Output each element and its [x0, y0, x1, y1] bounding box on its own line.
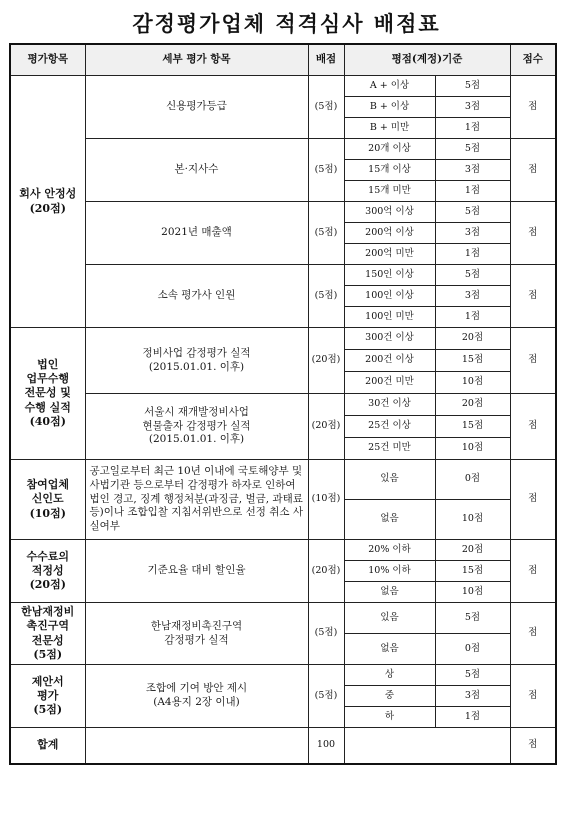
- criteria-condition: A + 이상: [344, 76, 435, 97]
- criteria-points: 15점: [435, 561, 510, 582]
- header-allocation: 배점: [308, 44, 344, 76]
- score-cell: 점: [510, 603, 556, 665]
- total-row: [10, 728, 556, 764]
- category-label: 법인 업무수행 전문성 및 수행 실적 (40점): [10, 328, 85, 460]
- criteria-condition: 15개 이상: [344, 160, 435, 181]
- criteria-condition: 20개 이상: [344, 139, 435, 160]
- criteria-condition: 20% 이하: [344, 540, 435, 561]
- page-title: 감정평가업체 적격심사 배점표: [132, 11, 441, 36]
- criteria-condition: 200억 미만: [344, 244, 435, 265]
- detail-item: 소속 평가사 인원: [85, 265, 308, 328]
- table-row: [10, 603, 556, 634]
- score-cell: 점: [510, 76, 556, 139]
- criteria-points: 1점: [435, 707, 510, 728]
- total-criteria-empty: [344, 728, 510, 764]
- detail-item: 본·지사수: [85, 139, 308, 202]
- category-label: 한남재정비 촉진구역 전문성 (5점): [10, 603, 85, 665]
- table-body: [10, 44, 556, 764]
- criteria-condition: 150인 이상: [344, 265, 435, 286]
- allocation-cell: (5점): [308, 665, 344, 728]
- criteria-points: 0점: [435, 634, 510, 665]
- scoring-table: [9, 43, 557, 765]
- criteria-condition: 상: [344, 665, 435, 686]
- criteria-condition: 없음: [344, 500, 435, 540]
- table-row: [10, 265, 556, 286]
- criteria-condition: 있음: [344, 603, 435, 634]
- criteria-points: 1점: [435, 307, 510, 328]
- criteria-points: 5점: [435, 76, 510, 97]
- criteria-points: 10점: [435, 438, 510, 460]
- detail-item: 기준요율 대비 할인율: [85, 540, 308, 603]
- allocation-cell: (20점): [308, 394, 344, 460]
- criteria-condition: 200억 이상: [344, 223, 435, 244]
- header-category: 평가항목: [10, 44, 85, 76]
- table-row: [10, 202, 556, 223]
- criteria-condition: 10% 이하: [344, 561, 435, 582]
- category-label: 수수료의 적정성 (20점): [10, 540, 85, 603]
- criteria-points: 20점: [435, 328, 510, 350]
- criteria-points: 3점: [435, 223, 510, 244]
- criteria-points: 15점: [435, 350, 510, 372]
- criteria-points: 20점: [435, 394, 510, 416]
- criteria-condition: 300건 이상: [344, 328, 435, 350]
- criteria-points: 5점: [435, 603, 510, 634]
- score-cell: 점: [510, 265, 556, 328]
- header-criteria: 평점(계정)기준: [344, 44, 510, 76]
- detail-item: 2021년 매출액: [85, 202, 308, 265]
- detail-item: 공고일로부터 최근 10년 이내에 국토해양부 및 사법기관 등으로부터 감정평가 하자로 인하여 법인 경고, 징계 행정처분(과징금, 벌금, 과태료 등)이나 조합입찰 지침서위반으로 선정 취소 사실여부: [85, 460, 308, 540]
- detail-item: 신용평가등급: [85, 76, 308, 139]
- total-allocation: 100: [308, 728, 344, 764]
- criteria-points: 10점: [435, 372, 510, 394]
- criteria-points: 1점: [435, 244, 510, 265]
- criteria-points: 5점: [435, 265, 510, 286]
- criteria-condition: B + 미만: [344, 118, 435, 139]
- criteria-points: 5점: [435, 139, 510, 160]
- total-detail-empty: [85, 728, 308, 764]
- category-label: 회사 안정성 (20점): [10, 76, 85, 328]
- allocation-cell: (5점): [308, 76, 344, 139]
- allocation-cell: (20점): [308, 328, 344, 394]
- criteria-condition: 200건 이상: [344, 350, 435, 372]
- table-row: [10, 665, 556, 686]
- allocation-cell: (5점): [308, 603, 344, 665]
- total-score-cell: 점: [510, 728, 556, 764]
- criteria-condition: 30건 이상: [344, 394, 435, 416]
- table-row: [10, 76, 556, 97]
- category-label: 제안서 평가 (5점): [10, 665, 85, 728]
- header-score: 점수: [510, 44, 556, 76]
- criteria-condition: 200건 미만: [344, 372, 435, 394]
- criteria-points: 10점: [435, 582, 510, 603]
- header-detail: 세부 평가 항목: [85, 44, 308, 76]
- allocation-cell: (10점): [308, 460, 344, 540]
- criteria-condition: 중: [344, 686, 435, 707]
- total-label: 합계: [10, 728, 85, 764]
- criteria-points: 3점: [435, 97, 510, 118]
- criteria-points: 3점: [435, 160, 510, 181]
- table-row: [10, 540, 556, 561]
- allocation-cell: (20점): [308, 540, 344, 603]
- table-row: [10, 394, 556, 416]
- criteria-condition: 25건 이상: [344, 416, 435, 438]
- allocation-cell: (5점): [308, 265, 344, 328]
- criteria-points: 0점: [435, 460, 510, 500]
- score-cell: 점: [510, 139, 556, 202]
- criteria-condition: 없음: [344, 582, 435, 603]
- criteria-points: 5점: [435, 665, 510, 686]
- table-row: [10, 460, 556, 500]
- detail-item: 조합에 기여 방안 제시 (A4용지 2장 이내): [85, 665, 308, 728]
- header-row: [10, 44, 556, 76]
- criteria-condition: 없음: [344, 634, 435, 665]
- criteria-condition: B + 이상: [344, 97, 435, 118]
- criteria-condition: 15개 미만: [344, 181, 435, 202]
- criteria-condition: 100인 이상: [344, 286, 435, 307]
- allocation-cell: (5점): [308, 202, 344, 265]
- table-row: [10, 328, 556, 350]
- criteria-points: 3점: [435, 286, 510, 307]
- criteria-points: 1점: [435, 118, 510, 139]
- score-cell: 점: [510, 394, 556, 460]
- criteria-condition: 하: [344, 707, 435, 728]
- criteria-points: 3점: [435, 686, 510, 707]
- criteria-points: 15점: [435, 416, 510, 438]
- detail-item: 한남재정비촉진구역 감정평가 실적: [85, 603, 308, 665]
- criteria-points: 5점: [435, 202, 510, 223]
- criteria-condition: 있음: [344, 460, 435, 500]
- score-cell: 점: [510, 202, 556, 265]
- criteria-condition: 100인 미만: [344, 307, 435, 328]
- criteria-condition: 300억 이상: [344, 202, 435, 223]
- score-cell: 점: [510, 460, 556, 540]
- allocation-cell: (5점): [308, 139, 344, 202]
- category-label: 참여업체 신인도 (10점): [10, 460, 85, 540]
- table-row: [10, 139, 556, 160]
- score-cell: 점: [510, 328, 556, 394]
- criteria-points: 1점: [435, 181, 510, 202]
- criteria-points: 10점: [435, 500, 510, 540]
- score-cell: 점: [510, 540, 556, 603]
- detail-item: 서울시 재개발정비사업 현물출자 감정평가 실적 (2015.01.01. 이후): [85, 394, 308, 460]
- criteria-condition: 25건 미만: [344, 438, 435, 460]
- score-cell: 점: [510, 665, 556, 728]
- detail-item: 정비사업 감정평가 실적 (2015.01.01. 이후): [85, 328, 308, 394]
- criteria-points: 20점: [435, 540, 510, 561]
